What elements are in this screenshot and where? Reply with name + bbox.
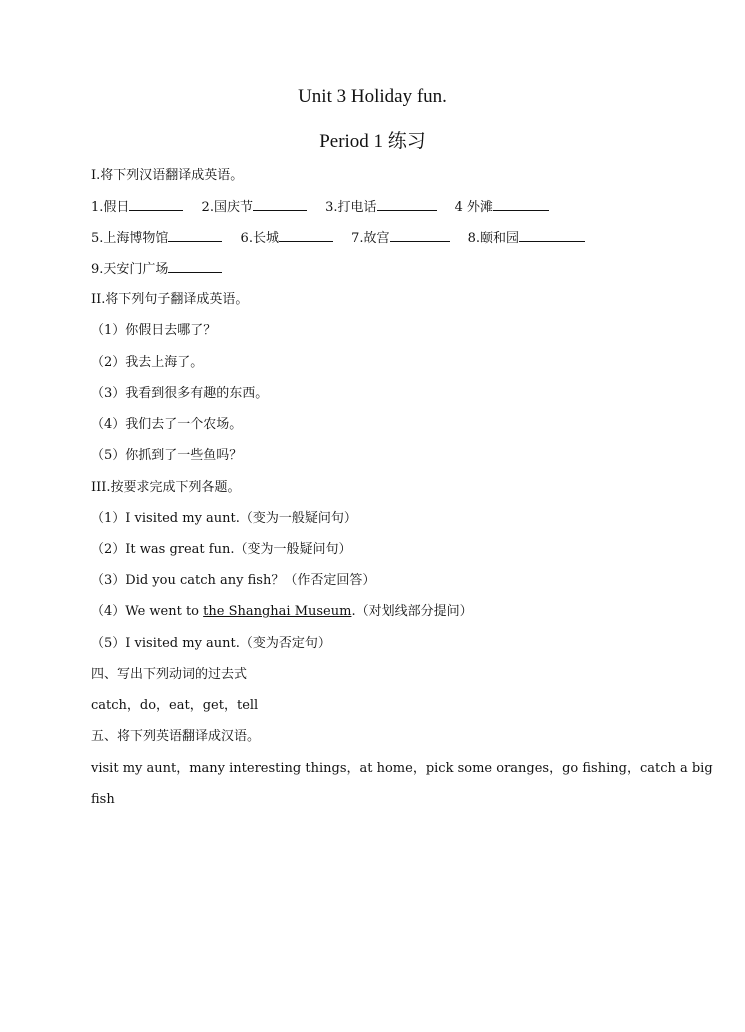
- section-1-row-3: [91, 260, 236, 279]
- sentence-item: （1）你假日去哪了？: [91, 323, 217, 338]
- answer-blank[interactable]: [168, 260, 222, 273]
- vocab-item: 6.长城: [240, 231, 279, 246]
- section-3-heading: III.按要求完成下列各题。: [91, 480, 241, 495]
- page-title: Unit 3 Holiday fun.: [298, 86, 447, 107]
- section-2-heading: II.将下列句子翻译成英语。: [91, 292, 249, 307]
- sentence-item: （3）我看到很多有趣的东西。: [91, 386, 269, 401]
- vocab-item: 4 外滩: [454, 200, 494, 215]
- exercise-item: （2）It was great fun.（变为一般疑问句）: [91, 542, 352, 557]
- vocab-item: 5.上海博物馆: [91, 231, 169, 246]
- section-1-row-1: [91, 198, 563, 217]
- underlined-phrase: the Shanghai Museum: [203, 604, 352, 619]
- verb-list: catch，do，eat，get，tell: [91, 698, 259, 713]
- phrase-list-line-2: fish: [91, 792, 115, 807]
- answer-blank[interactable]: [129, 198, 183, 211]
- exercise-item-prefix: （4）We went to: [91, 604, 204, 619]
- page-subtitle: Period 1 练习: [319, 131, 426, 152]
- vocab-item: 3.打电话: [325, 200, 377, 215]
- phrase-list-line-1: visit my aunt，many interesting things，at home，pick some oranges，go fishing，catch a big: [91, 761, 713, 776]
- vocab-item: 2.国庆节: [201, 200, 253, 215]
- vocab-item: 9.天安门广场: [91, 262, 169, 277]
- answer-blank[interactable]: [168, 229, 222, 242]
- section-1-row-2: [91, 229, 599, 248]
- exercise-item: （1）I visited my aunt.（变为一般疑问句）: [91, 511, 357, 526]
- vocab-item: 8.颐和园: [467, 231, 520, 246]
- section-5-heading: 五、将下列英语翻译成汉语。: [91, 729, 261, 744]
- answer-blank[interactable]: [377, 198, 437, 211]
- section-4-heading: 四、写出下列动词的过去式: [91, 667, 248, 682]
- answer-blank[interactable]: [390, 229, 450, 242]
- exercise-item-suffix: .（对划线部分提问）: [351, 604, 473, 619]
- answer-blank[interactable]: [253, 198, 307, 211]
- vocab-item: 7.故宫: [351, 231, 390, 246]
- answer-blank[interactable]: [493, 198, 549, 211]
- answer-blank[interactable]: [279, 229, 333, 242]
- answer-blank[interactable]: [519, 229, 585, 242]
- sentence-item: （5）你抓到了一些鱼吗？: [91, 448, 243, 463]
- exercise-item: （3）Did you catch any fish？（作否定回答）: [91, 573, 376, 588]
- sentence-item: （2）我去上海了。: [91, 355, 204, 370]
- exercise-item: （5）I visited my aunt.（变为否定句）: [91, 636, 331, 651]
- section-1-heading: I.将下列汉语翻译成英语。: [91, 168, 244, 183]
- exercise-item: [91, 603, 473, 621]
- vocab-item: 1.假日: [91, 200, 130, 215]
- sentence-item: （4）我们去了一个农场。: [91, 417, 243, 432]
